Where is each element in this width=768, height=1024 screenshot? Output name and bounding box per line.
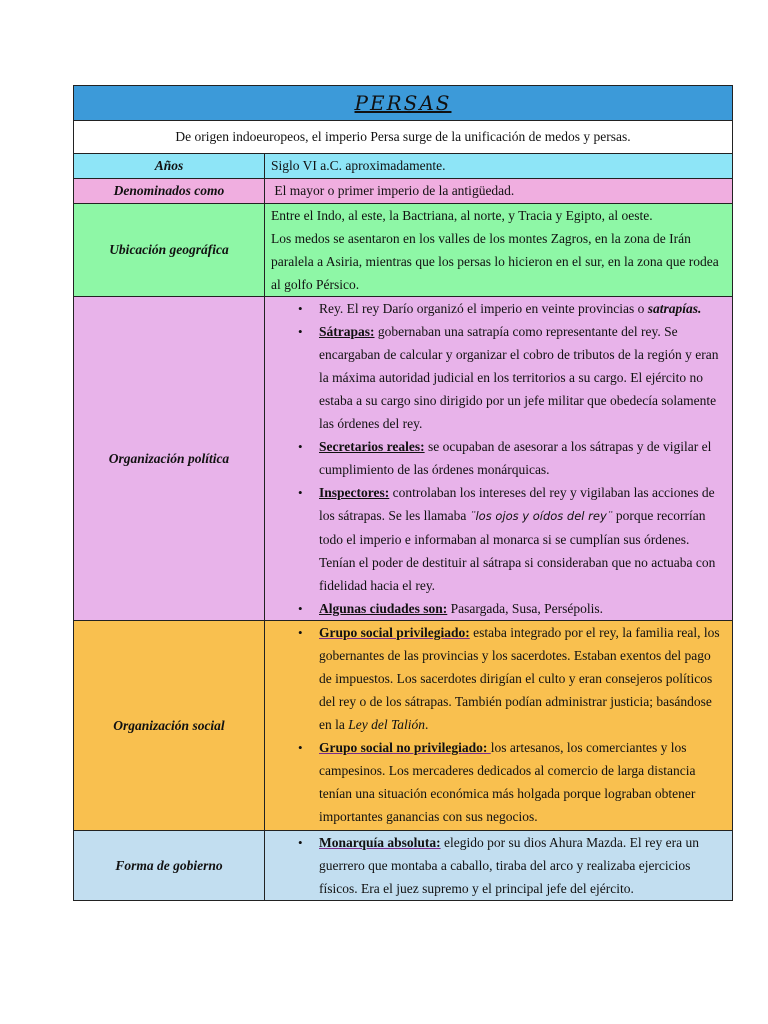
title-cell [74,86,733,121]
list-item: • Rey. El rey Darío organizó el imperio en veinte provincias o satrapías. [319,297,726,320]
title-row [74,86,733,121]
intro-text: De origen indoeuropeos, el imperio Persa surge de la unificación de medos y persas. [74,121,733,154]
row-politica [74,297,733,621]
value-politica [265,297,733,621]
intro-row [74,121,733,154]
value-anos: Siglo VI a.C. aproximadamente. [265,154,733,179]
politica-list [271,297,726,620]
ubicacion-paragraph-2: Los medos se asentaron en los valles de los montes Zagros, en la zona de Irán paralela a Asiria, mientras que los persas lo hicieron en el sur, en la zona que rodea al golfo Pérsico. [271,231,719,292]
label-denominados: Denominados como [74,179,265,204]
list-item: • Algunas ciudades son: Pasargada, Susa, Persépolis. [319,597,726,620]
row-denominados [74,179,733,204]
value-ubicacion [265,204,733,297]
value-social [265,621,733,831]
persas-table [73,85,733,901]
label-anos: Años [74,154,265,179]
social-list [271,621,726,828]
list-item: • Monarquía absoluta: elegido por su dios Ahura Mazda. El rey era un guerrero que montaba a caballo, tiraba del arco y realizaba ejercicios físicos. Era el juez supremo y el principal jefe del ejército. [319,831,726,900]
row-ubicacion [74,204,733,297]
list-item: • Inspectores: controlaban los intereses del rey y vigilaban las acciones de los sátrapas. Se les llamaba ¨los ojos y oídos del rey¨ porque recorrían todo el imperio e informaban al monarca si se cumplían sus órdenes. Tenían el poder de destituir al sátrapa si consideraban que no actuaba con fidelidad hacia el rey. [319,481,726,597]
label-ubicacion: Ubicación geográfica [74,204,265,297]
gobierno-list [271,831,726,900]
value-denominados: El mayor o primer imperio de la antigüedad. [265,179,733,204]
row-social [74,621,733,831]
label-gobierno: Forma de gobierno [74,831,265,901]
list-item: • Grupo social no privilegiado: los artesanos, los comerciantes y los campesinos. Los mercaderes dedicados al comercio de larga distancia tenían una situación económica más holgada porque lograban obtener importantes ganancias con sus negocios. [319,736,726,828]
list-item: • Grupo social privilegiado: estaba integrado por el rey, la familia real, los gobernantes de las provincias y los sacerdotes. Estaban exentos del pago de impuestos. Los sacerdotes dirigían el culto y eran consejeros políticos del rey o de los sátrapas. También podían administrar justicia; basándose en la Ley del Talión. [319,621,726,736]
list-item: • Sátrapas: gobernaban una satrapía como representante del rey. Se encargaban de calcular y organizar el cobro de tributos de la región y eran la máxima autoridad judicial en los territorios a su cargo. El ejército no estaba a su cargo sino dirigido por un jefe militar que obedecía solamente las órdenes del rey. [319,320,726,435]
page-title: PERSAS [354,91,452,115]
value-gobierno [265,831,733,901]
label-politica: Organización política [74,297,265,621]
row-anos [74,154,733,179]
ubicacion-paragraph-1: Entre el Indo, al este, la Bactriana, al norte, y Tracia y Egipto, al oeste. [271,208,653,223]
label-social: Organización social [74,621,265,831]
row-gobierno [74,831,733,901]
list-item: • Secretarios reales: se ocupaban de asesorar a los sátrapas y de vigilar el cumplimiento de las órdenes monárquicas. [319,435,726,481]
